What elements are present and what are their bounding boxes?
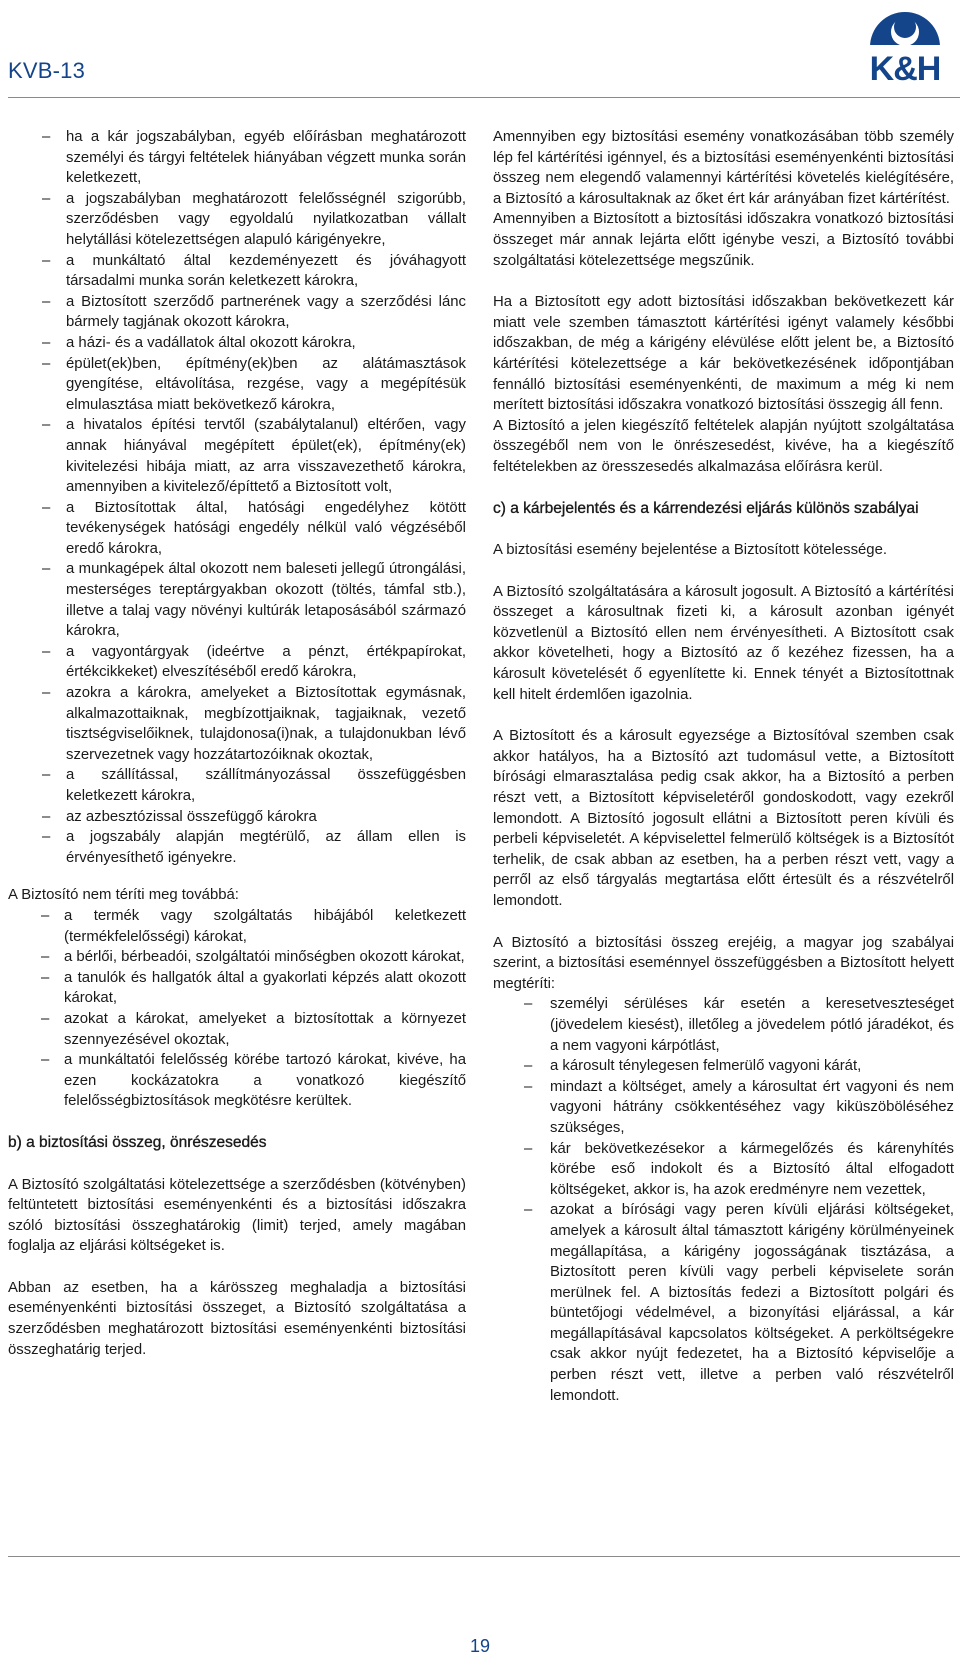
list-item-text: a károsult ténylegesen felmerülő vagyoni kárát,: [550, 1058, 862, 1075]
list-item-text: a Biztosítottak által, hatósági engedélyhez kötött tevékenységek hatósági engedély nélkül való végzéséből eredő károkra,: [66, 499, 466, 557]
svg-text:K&H: K&H: [869, 50, 941, 84]
paragraph: A biztosítási esemény bejelentése a Biztosított kötelessége.: [493, 542, 887, 559]
list-item-text: ha a kár jogszabályban, egyéb előírásban meghatározott személyi és tárgyi feltételek hiányában végzett munka során keletkezett,: [66, 129, 466, 187]
footer-rule: [8, 1556, 960, 1557]
list-item: – a bérlői, bérbeadói, szolgáltatói minőségben okozott károkat,: [41, 949, 465, 966]
list-item: – a munkáltató által kezdeményezett és jóváhagyott társadalmi munka során keletkezett károkra,: [42, 252, 466, 290]
list-item: – kár bekövetkezésekor a kármegelőzés és kárenyhítés körébe eső indokolt és a Biztosító által elfogadott költségeket, akkor is, ha azok eredményre nem vezettek,: [524, 1140, 954, 1198]
list-item: – a hivatalos építési tervtől (szabálytalanul) eltérően, vagy annak hiányával megépített épület(ek), építmény(ek) kivitelezési hibája miatt, az arra visszavezethető károkra, amennyiben a kivitelező/építtető a Biztosított volt,: [42, 417, 466, 496]
list-item: – mindazt a költséget, amely a károsultat ért vagyoni és nem vagyoni hátrány csökkentéséhez vagy kiküszöböléséhez szükséges,: [524, 1078, 954, 1136]
list-item: – a tanulók és hallgatók által a gyakorlati képzés alatt okozott károkat,: [41, 969, 466, 1007]
list-item-text: épület(ek)ben, építmény(ek)ben az alátámasztások gyengítése, eltávolítása, rezgése, vagy a megépítésük elmulasztása miatt bekövetkező károkra,: [66, 355, 466, 413]
section-c-heading: c) a kárbejelentés és a kárrendezési eljárás különös szabályai: [493, 499, 919, 517]
list-item: – azokat a károkat, amelyeket a biztosítottak a környezet szennyezésével okoztak,: [41, 1010, 466, 1048]
header-rule: [8, 97, 960, 98]
document-code: KVB-13: [8, 58, 86, 83]
also-not-covered-intro: A Biztosító nem téríti meg továbbá:: [8, 887, 239, 904]
list-item: – azokra a károkra, amelyeket a Biztosítottak egymásnak, alkalmazottaiknak, megbízottjaiknak, tagjaiknak, vezető tisztségviselőiknek, tulajdonosa(i)nak, a tulajdonukban lévő szervezetnek vagy hozzátartozóiknak okoztak,: [42, 685, 466, 763]
list-item-text: a Biztosított szerződő partnerének vagy a szerződési lánc bármely tagjának okozott károkra,: [66, 293, 466, 331]
list-item-text: a vagyontárgyak (ideértve a pénzt, értékpapírokat, értékcikkeket) elveszítéséből eredő károkra,: [66, 643, 466, 681]
list-item: – a Biztosítottak által, hatósági engedélyhez kötött tevékenységek hatósági engedély nélkül való végzéséből eredő károkra,: [42, 499, 466, 557]
list-item-text: a munkagépek által okozott nem baleseti jellegű útrongálási, mesterséges tereptárgyakban okozott (töltés, támfal stb.), illetve a talaj vagy növényi kultúrák letaposásából származó károkra,: [66, 561, 466, 640]
list-item: – a szállítással, szállítmányozással összefüggésben keletkezett károkra,: [42, 767, 466, 804]
paragraph: Amennyiben a Biztosított a biztosítási időszakra vonatkozó biztosítási összeget már annak lejárta előtt igénybe veszi, a Biztosító további szolgáltatási kötelezettsége megszűnik.: [493, 211, 954, 269]
list-item: – a jogszabály alapján megtérülő, az állam ellen is érvényesíthető igényekre.: [42, 829, 466, 866]
list-item-text: a jogszabályban meghatározott felelősségnél szigorúbb, szerződésben vagy egyoldalú nyilatkozatban vállalt helytállási kötelezettségen alapuló kárigényekre,: [66, 190, 466, 248]
list-item-text: a házi- és a vadállatok által okozott károkra,: [66, 334, 356, 351]
section-b-paragraph: A Biztosító szolgáltatási kötelezettsége a szerződésben (kötvényben) feltüntetett biztosítási eseményenkénti és a biztosítási időszakra szóló biztosítási összeghatárokig (limit) terjed, amely magában foglalja az eljárási költségeket is.: [8, 1176, 466, 1255]
list-item-text: személyi sérüléses kár esetén a keresetveszteséget (jövedelem kiesést), illetőleg a jövedelem pótló járadékot, és a nem vagyoni kárpótlást,: [550, 996, 954, 1054]
list-item-text: mindazt a költséget, amely a károsultat ért vagyoni és nem vagyoni hátrány csökkentéséhez vagy kiküszöböléséhez szükséges,: [550, 1078, 954, 1136]
list-item: – a vagyontárgyak (ideértve a pénzt, értékpapírokat, értékcikkeket) elveszítéséből eredő károkra,: [42, 643, 466, 681]
right-column: [493, 127, 954, 1406]
list-item: – a házi- és a vadállatok által okozott károkra,: [42, 334, 356, 351]
list-item: – a jogszabályban meghatározott felelősségnél szigorúbb, szerződésben vagy egyoldalú nyilatkozatban vállalt helytállási kötelezettségen alapuló kárigényekre,: [42, 190, 466, 248]
page-number: 19: [469, 1636, 491, 1656]
list-item-text: a munkáltatói felelősség körébe tartozó károkat, kivéve, ha ezen kockázatokra a vonatkozó kiegészítő felelősségbiztosítások megkötésre kerültek.: [64, 1052, 466, 1110]
list-item-text: a jogszabály alapján megtérülő, az állam ellen is érvényesíthető igényekre.: [66, 829, 466, 866]
list-item-text: a munkáltató által kezdeményezett és jóváhagyott társadalmi munka során keletkezett károkra,: [66, 252, 466, 290]
list-item: – a termék vagy szolgáltatás hibájából keletkezett (termékfelelősségi) károkat,: [41, 907, 466, 945]
list-item-text: a szállítással, szállítmányozással összefüggésben keletkezett károkra,: [66, 767, 466, 804]
list-item: – a Biztosított szerződő partnerének vagy a szerződési lánc bármely tagjának okozott károkra,: [42, 293, 466, 331]
list-item: – épület(ek)ben, építmény(ek)ben az alátámasztások gyengítése, eltávolítása, rezgése, vagy a megépítésük elmulasztása miatt bekövetkező károkra,: [42, 355, 466, 413]
list-item-text: kár bekövetkezésekor a kármegelőzés és kárenyhítés körébe eső indokolt és a Biztosító által elfogadott költségeket, akkor is, ha azok eredményre nem vezettek,: [550, 1140, 954, 1198]
list-item: – személyi sérüléses kár esetén a keresetveszteséget (jövedelem kiesést), illetőleg a jövedelem pótló járadékot, és a nem vagyoni kárpótlást,: [524, 996, 954, 1054]
list-item: – a munkagépek által okozott nem baleseti jellegű útrongálási, mesterséges tereptárgyakban okozott (töltés, támfal stb.), illetve a talaj vagy növényi kultúrák letaposásából származó károkra,: [42, 561, 466, 640]
list-item: – ha a kár jogszabályban, egyéb előírásban meghatározott személyi és tárgyi feltételek hiányában végzett munka során keletkezett,: [42, 129, 466, 187]
section-b-paragraph: Abban az esetben, ha a kárösszeg meghaladja a biztosítási eseményenkénti biztosítási összeget, a Biztosító szolgáltatása a szerződésben meghatározott biztosítási eseményenkénti biztosítási összeghatárig terjed.: [8, 1279, 466, 1358]
paragraph: A Biztosító szolgáltatására a károsult jogosult. A Biztosító a kártérítési összeget a károsultnak fizeti ki, a károsult azonban igényét közvetlenül a Biztosító ellen nem érvényesítheti. A Biztosított csak akkor követelheti, hogy a Biztosító az ő kezéhez fizessen, ha a károsult követelését ő egyenlítette ki. Ennek tényét a Biztosítottnak kell hitelt érdemlően igazolnia.: [493, 583, 954, 703]
also-not-covered-list: [8, 906, 466, 1112]
list-item-text: az azbesztózissal összefüggő károkra: [66, 808, 317, 825]
list-item-text: a termék vagy szolgáltatás hibájából keletkezett (termékfelelősségi) károkat,: [64, 907, 466, 945]
paragraph: A Biztosított és a károsult egyezsége a Biztosítóval szemben csak akkor hatályos, ha a Biztosító azt tudomásul vette, a Biztosított bírósági elmarasztalása pedig csak akkor, ha a Biztosító a perben részt vett, a Biztosított képviseletéről gondoskodott, vagy ezekről lemondott. A Biztosító jogosult ellátni a Biztosított peren kívüli és perbeli képviseletét. A képviselettel felmerülő költségek is a Biztosítót terhelik, de csak abban az esetben, ha a perben részt vett, vagy a perről az első tárgyalás megtartása előtt értesült és a részvételről lemondott.: [493, 728, 954, 909]
section-b-heading: b) a biztosítási összeg, önrészesedés: [8, 1133, 267, 1151]
left-column: [8, 127, 466, 1360]
list-item-text: a bérlői, bérbeadói, szolgáltatói minőségben okozott károkat,: [64, 949, 465, 966]
list-item-text: azokat a bírósági vagy peren kívüli eljárási költségeket, amelyek a károsult által támasztott kárigény körülményeinek megállapítása, a kárigény jogosságának tisztázása, a Biztosított peren kívüli vagy perbeli képviselete során merülnek fel. A biztosítás fedezi a Biztosított polgári és büntetőjogi védelmével, a bizonyítási eljárással, a kár megállapításával kapcsolatos költségeket. A perköltségekre csak akkor nyújt fedezetet, ha a Biztosító képviselője a perben részt vett, illetve a perben való részvételről lemondott.: [550, 1202, 954, 1404]
list-item: – a munkáltatói felelősség körébe tartozó károkat, kivéve, ha ezen kockázatokra a vonatkozó kiegészítő felelősségbiztosítások megkötésre kerültek.: [41, 1052, 466, 1110]
list-item: – azokat a bírósági vagy peren kívüli eljárási költségeket, amelyek a károsult által támasztott kárigény körülményeinek megállapítása, a kárigény jogosságának tisztázása, a Biztosított peren kívüli vagy perbeli képviselete során merülnek fel. A biztosítás fedezi a Biztosított polgári és büntetőjogi védelmével, a bizonyítási eljárással, a kár megállapításával kapcsolatos költségeket. A perköltségekre csak akkor nyújt fedezetet, ha a Biztosító képviselője a perben részt vett, illetve a perben való részvételről lemondott.: [524, 1202, 954, 1404]
paragraph: Ha a Biztosított egy adott biztosítási időszakban bekövetkezett kár miatt vele szemben támasztott kártérítési igényt valamely későbbi időszakban, de még a kárigény elévülése előtt jelent be, a Biztosító kártérítési kötelezettsége a kár bekövetkezésének időpontjában fennálló biztosítási eseményenkénti, de maximum a még ki nem merített biztosítási időszakra vonatkozó biztosítási összegig áll fenn.: [493, 294, 954, 414]
reimbursed-list: [493, 994, 954, 1406]
list-item: – az azbesztózissal összefüggő károkra: [42, 808, 317, 825]
list-item-text: azokra a károkra, amelyeket a Biztosítottak egymásnak, alkalmazottaiknak, megbízottjaiknak, tagjaiknak, vezető tisztségviselőiknek, tulajdonosa(i)nak, a tulajdonukban lévő szervezetnek vagy hozzátartozóiknak okoztak,: [66, 685, 466, 763]
list-item-text: a hivatalos építési tervtől (szabálytalanul) eltérően, vagy annak hiányával megépített épület(ek), építmény(ek) kivitelezési hibája miatt, az arra visszavezethető károkra, amennyiben a kivitelező/építtető a Biztosított volt,: [66, 417, 466, 496]
paragraph: A Biztosító a biztosítási összeg erejéig, a magyar jog szabályai szerint, a biztosítási eseménnyel összefüggésben a Biztosított helyett megtéríti:: [493, 934, 954, 992]
paragraph: Amennyiben egy biztosítási esemény vonatkozásában több személy lép fel kártérítési igénnyel, és a biztosítási eseményenkénti biztosítási összeg nem elegendő valamennyi kártérítési követelés kielégítésére, a Biztosító a károsultaknak az őket ért kár arányában fizet kártérítést.: [493, 129, 954, 207]
list-item-text: a tanulók és hallgatók által a gyakorlati képzés alatt okozott károkat,: [64, 969, 466, 1007]
list-item: – a károsult ténylegesen felmerülő vagyoni kárát,: [524, 1058, 862, 1075]
paragraph: A Biztosító a jelen kiegészítő feltételek alapján nyújtott szolgáltatása összegéből nem von le önrészesedést, kivéve, ha a kiegészítő feltételekben az öresszesedés alkalmazása előírásra kerül.: [493, 417, 954, 475]
kh-logo-icon: [852, 2, 958, 84]
list-item-text: azokat a károkat, amelyeket a biztosítottak a környezet szennyezésével okoztak,: [64, 1010, 466, 1048]
exclusion-list: [8, 127, 466, 868]
